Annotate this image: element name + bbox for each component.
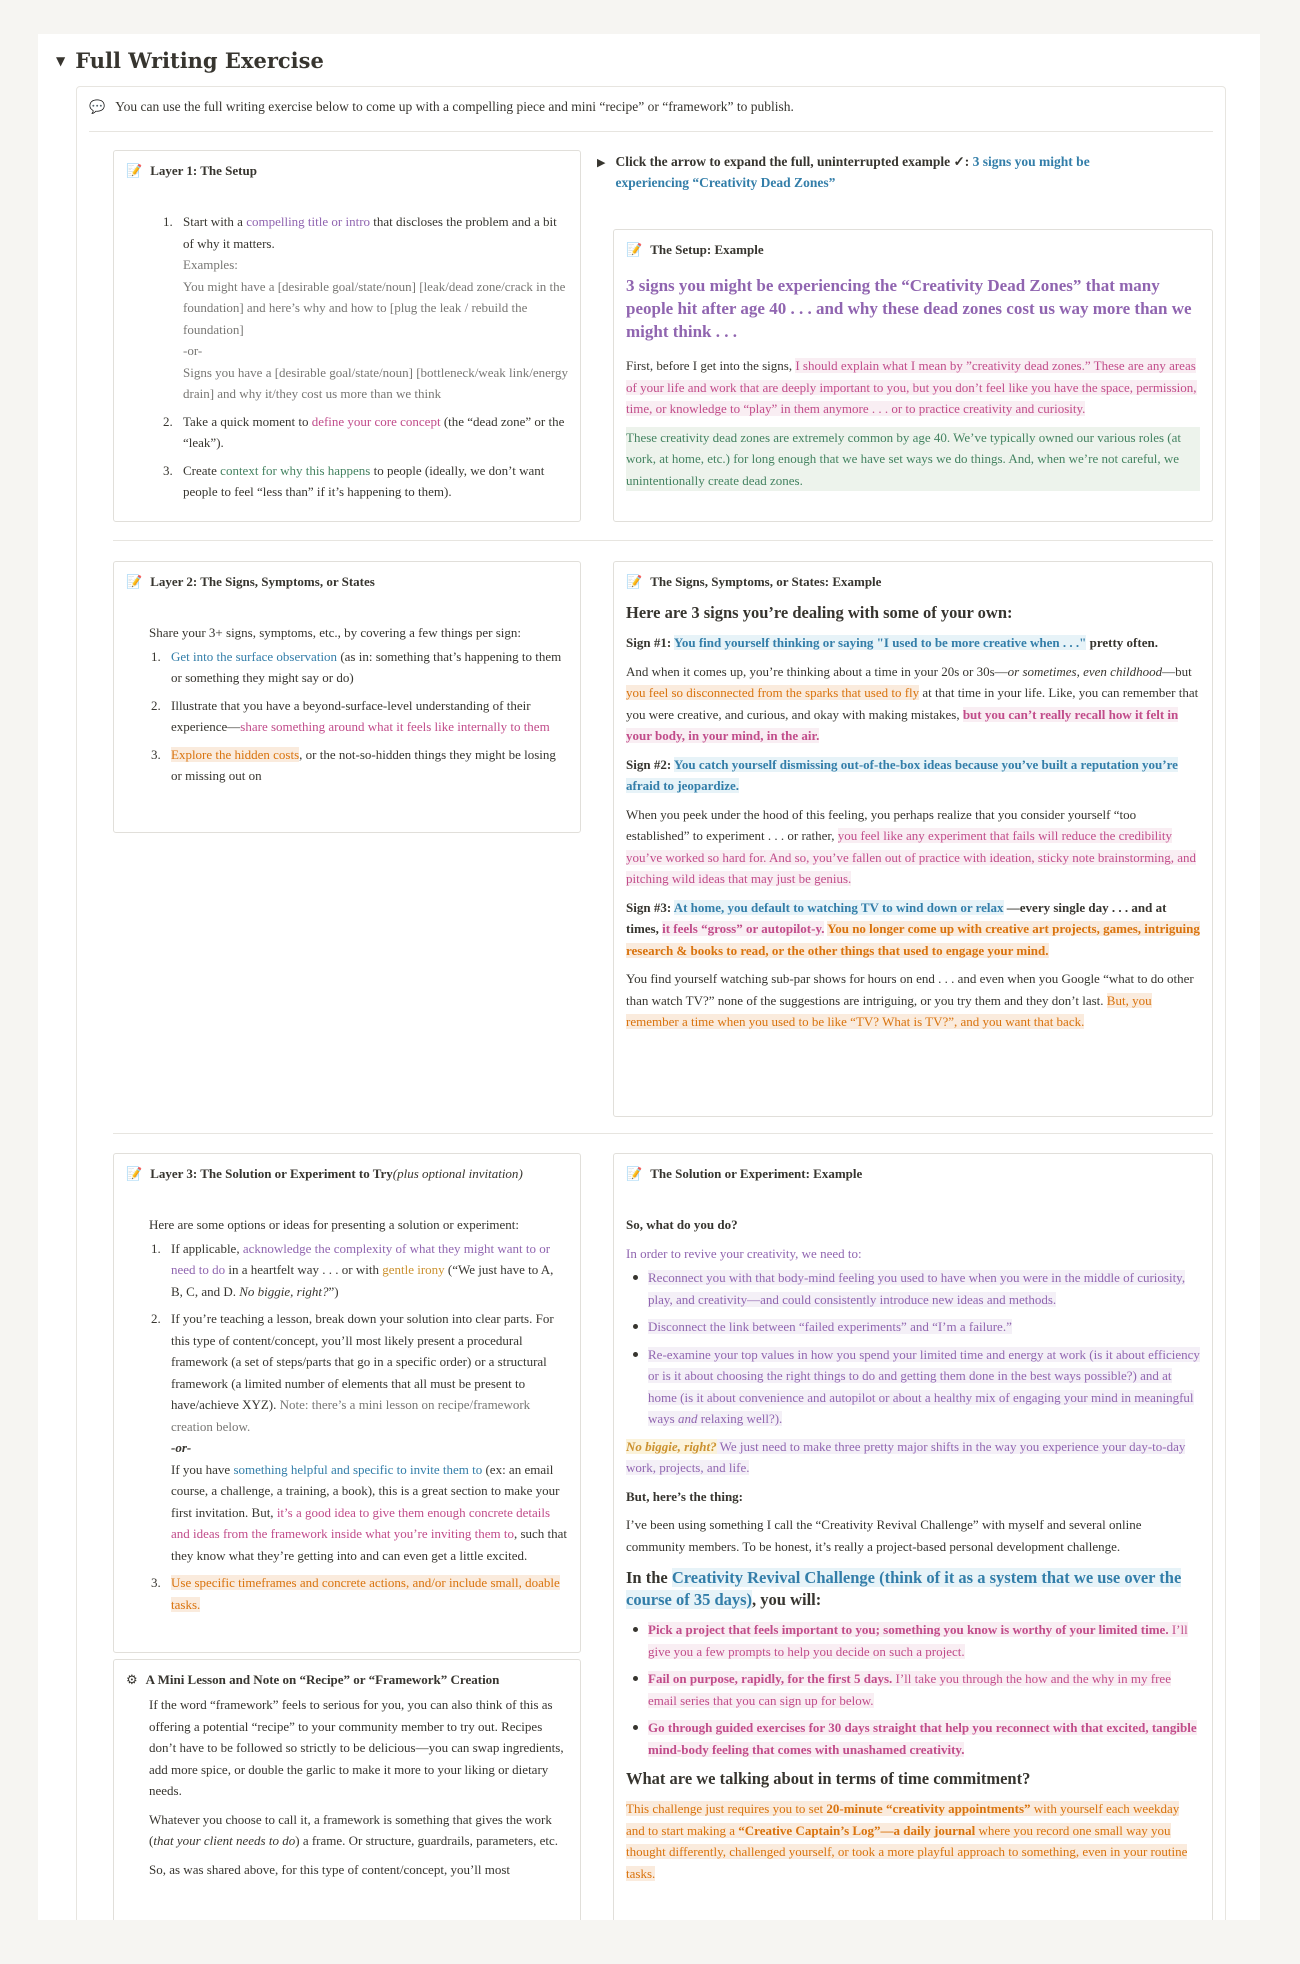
signs-example-card xyxy=(613,561,1213,1117)
highlight-text: gentle irony xyxy=(382,1262,445,1277)
notion-page xyxy=(38,34,1260,1920)
list-item xyxy=(171,646,568,689)
italic-text: and xyxy=(677,1411,698,1426)
highlight-text: Reconnect you with that body-mind feeling you used to have when you were in the middle of curiosity, play, and creativity—and could consistently introduce new ideas and methods. xyxy=(648,1270,1186,1307)
examples-label: Examples: xyxy=(183,257,238,272)
text: Start with a xyxy=(183,214,247,229)
text: First, before I get into the signs, xyxy=(626,358,796,373)
page-heading: Full Writing Exercise xyxy=(75,48,324,73)
paragraph: If the word “framework” feels to serious for you, you can also think of this as offering a potential “recipe” to your community member to try out. Recipes don’t have to be followed so strictly to be delicious—you can swap ingredients, add more spice, or double the garlic to make it more to your liking or dietary needs. xyxy=(149,1697,564,1798)
highlight-text: Get into the surface observation xyxy=(171,648,338,664)
layer2-card xyxy=(113,561,581,833)
mini-lesson-title-text: A Mini Lesson and Note on “Recipe” or “Framework” Creation xyxy=(145,1672,500,1687)
solution-heading xyxy=(626,1567,1200,1611)
setup-example-title-text: The Setup: Example xyxy=(650,242,764,257)
text: in a heartfelt way . . . or with xyxy=(225,1262,383,1277)
expand-triangle-icon[interactable]: ▶ xyxy=(597,156,606,169)
solution-example-title xyxy=(626,1166,1200,1182)
highlight-text: but you can’t really recall how it felt in your body, in your mind, in the air. xyxy=(626,706,1179,743)
paragraph xyxy=(149,1809,568,1852)
highlight-text: something helpful and specific to invite them to xyxy=(233,1461,483,1477)
text: , you will: xyxy=(752,1590,822,1609)
highlight-text: acknowledge the complexity of what they might want to or need to do xyxy=(171,1240,551,1277)
layer1-list xyxy=(126,211,568,503)
example-toggle-label xyxy=(615,151,1127,193)
or-separator: -or- xyxy=(171,1440,192,1455)
text: , or the not-so-hidden things they might be losing or missing out on xyxy=(171,746,556,783)
signs-example-heading: Here are 3 signs you’re dealing with some of your own: xyxy=(626,603,1013,622)
paragraph xyxy=(626,1436,1200,1479)
list-item xyxy=(648,1619,1200,1662)
sign-1 xyxy=(626,632,1200,654)
text: When you peek under the hood of this feeling, you perhaps realize that you consider yourself “too established” to experiment . . . or rather, xyxy=(626,806,1137,843)
toggle-heading[interactable] xyxy=(56,48,324,73)
highlight-text: Explore the hidden costs xyxy=(171,746,300,762)
highlight-text: it feels “gross” or autopilot-y. xyxy=(662,921,825,936)
highlight-text: I should explain what I mean by ”creativity dead zones.” These are any areas of your life and work that are deeply important to you, but you don’t feel like you have the space, permission, time, or knowledge to “play” in them anymore . . . or to practice creativity and curiosity. xyxy=(626,358,1197,416)
paragraph: So, as was shared above, for this type of content/concept, you’ll most xyxy=(149,1861,511,1877)
highlight-text xyxy=(648,1347,1200,1427)
highlight-text: You no longer come up with creative art projects, games, intriguing research & books to read, or the other things that used to engage your mind. xyxy=(626,921,1200,958)
note-text: Note: there’s a mini lesson on recipe/framework creation below. xyxy=(171,1397,531,1434)
highlight-text: No biggie, right? xyxy=(626,1438,717,1454)
italic-text: No biggie, right? xyxy=(239,1283,329,1299)
question: So, what do you do? xyxy=(626,1217,738,1232)
layer1-card xyxy=(113,150,581,522)
paragraph: These creativity dead zones are extremely common by age 40. We’ve typically owned our various roles (at work, at home, etc.) for long enough that we have set ways we do things. And, when we’re not careful, we unintentionally create dead zones. xyxy=(626,427,1200,492)
highlight-text: Creativity Revival Challenge (think of it as a system that we use over the course of 35 days) xyxy=(626,1568,1182,1609)
example-toggle-link[interactable]: 3 signs you might be experiencing “Creativity Dead Zones” xyxy=(615,154,1090,190)
callout-block xyxy=(76,86,1226,1920)
layer3-title-text: Layer 3: The Solution or Experiment to Try xyxy=(150,1166,393,1181)
text: at that time in your life. Like, you can remember that you were creative, and curious, and okay with making mistakes, xyxy=(626,685,1199,722)
highlight-text xyxy=(648,1671,1171,1708)
signs-example-body xyxy=(626,632,1200,1033)
mini-lesson-body xyxy=(126,1694,568,1880)
layer2-body xyxy=(126,622,568,787)
setup-example-title xyxy=(626,242,1200,258)
highlight-text: share something around what it feels like internally to them xyxy=(240,719,550,734)
callout-intro xyxy=(89,99,794,115)
mini-lesson-card xyxy=(113,1659,581,1920)
highlight-text xyxy=(626,1801,1187,1881)
example-1: You might have a [desirable goal/state/noun] [leak/dead zone/crack in the foundation] and here’s why and how to [plug the leak / rebuild the foundation] xyxy=(183,278,566,337)
text: If you’re teaching a lesson, break down your solution into clear parts. For this type of content/concept, you’ll most likely present a procedural framework (a set of steps/parts that go in a specific order) or a structural framework (a limited number of elements that all must be present to have/achieve XYZ). xyxy=(171,1311,554,1412)
list-item xyxy=(171,1572,568,1615)
list-item xyxy=(171,1238,568,1303)
text: —but xyxy=(1162,663,1192,679)
text: Whatever you choose to call it, a framework is something that gives the work ( xyxy=(149,1811,552,1848)
or-separator: -or- xyxy=(183,343,203,358)
example-toggle[interactable] xyxy=(597,151,1127,193)
highlight-text: You find yourself thinking or saying "I used to be more creative when . . ." xyxy=(673,635,1087,650)
divider xyxy=(89,131,1213,132)
signs-example-title-text: The Signs, Symptoms, or States: Example xyxy=(650,574,882,589)
paragraph: In order to revive your creativity, we need to: xyxy=(626,1245,862,1261)
text: This challenge just requires you to set xyxy=(626,1801,827,1816)
highlight-text: you feel so disconnected from the sparks that used to fly xyxy=(626,685,920,700)
highlight-text: Go through guided exercises for 30 days straight that help you reconnect with that excited, tangible mind-body feeling that comes with unashamed creativity. xyxy=(648,1720,1197,1757)
callout-text: You can use the full writing exercise below to come up with a compelling piece and mini “recipe” or “framework” to publish. xyxy=(115,99,794,114)
time-commitment-heading: What are we talking about in terms of time commitment? xyxy=(626,1769,1031,1788)
solution-example-body xyxy=(626,1214,1200,1884)
list-item xyxy=(648,1668,1200,1711)
sign-label: Sign #2: xyxy=(626,756,674,772)
text: You find yourself watching sub-par shows for hours on end . . . and even when you Google “what to do other than watch TV?” none of the suggestions are intriguing, or you try them and they don’t last. xyxy=(626,971,1194,1008)
paragraph: I’ve been using something I call the “Creativity Revival Challenge” with myself and several online community members. To be honest, it’s really a project-based personal development challenge. xyxy=(626,1517,1142,1554)
text: that discloses the problem and a bit of why it matters. xyxy=(183,214,557,251)
text: Illustrate that you have a beyond-surface-level understanding of their experience— xyxy=(171,697,531,734)
sign-label: Sign #1: xyxy=(626,635,674,650)
text: If you have xyxy=(171,1461,234,1477)
highlight-text: you feel like any experiment that fails will reduce the credibility you’ve worked so hard for. And so, you’ve fallen out of practice with ideation, sticky note brainstorming, and pitching wild ideas that may just be genius. xyxy=(626,828,1197,886)
text: If applicable, xyxy=(171,1240,243,1256)
gear-icon: ⚙ xyxy=(126,1672,138,1688)
shifts-list xyxy=(626,1267,1200,1430)
setup-example-headline: 3 signs you might be experiencing the “Creativity Dead Zones” that many people hit after age 40 . . . and why these dead zones cost us way more than we might think . . . xyxy=(626,276,1192,341)
layer2-title xyxy=(126,574,568,590)
highlight-text: define your core concept xyxy=(311,413,441,429)
list-item xyxy=(171,744,568,787)
text: And when it comes up, you’re thinking about a time in your 20s or 30s— xyxy=(626,663,1008,679)
italic-text: plus optional invitation xyxy=(397,1166,519,1181)
layer2-intro: Share your 3+ signs, symptoms, etc., by covering a few things per sign: xyxy=(149,625,521,640)
text: ”) xyxy=(328,1283,339,1299)
layer3-intro: Here are some options or ideas for presenting a solution or experiment: xyxy=(149,1217,520,1232)
italic-text: or sometimes, even childhood xyxy=(1007,663,1163,679)
highlight-text xyxy=(648,1622,1188,1659)
highlight-text: Disconnect the link between “failed experiments” and “I’m a failure.” xyxy=(648,1319,1012,1334)
signs-example-title xyxy=(626,574,1200,590)
text: Take a quick moment to xyxy=(183,413,312,429)
list-item xyxy=(183,411,568,454)
challenge-list xyxy=(626,1619,1200,1760)
text: Create xyxy=(183,462,221,478)
bold-text: Fail on purpose, rapidly, for the first 5 days. xyxy=(648,1671,893,1686)
bold-text: “Creative Captain’s Log”—a daily journal xyxy=(738,1822,976,1838)
list-item xyxy=(183,211,568,405)
setup-example-card xyxy=(613,229,1213,522)
layer3-title xyxy=(126,1166,568,1182)
toggle-triangle-icon[interactable]: ▼ xyxy=(56,53,66,68)
memo-icon: 📝 xyxy=(126,163,143,179)
text: I’ll give you a few prompts to help you decide on such a project. xyxy=(648,1622,1188,1659)
sign-2 xyxy=(626,754,1200,797)
mini-lesson-title xyxy=(126,1672,568,1688)
sign-2-paragraph xyxy=(626,804,1200,890)
example-2: Signs you have a [desirable goal/state/noun] [bottleneck/weak link/energy drain] and why it/they cost us more than we think xyxy=(183,364,568,401)
divider xyxy=(113,1133,1213,1134)
sign-3 xyxy=(626,897,1200,962)
divider xyxy=(113,540,1213,541)
text: (ex: an email course, a challenge, a training, a book), this is a great section to make your first invitation. But, xyxy=(171,1461,560,1520)
memo-icon: 📝 xyxy=(626,242,643,258)
highlight-text: At home, you default to watching TV to wind down or relax xyxy=(673,899,1004,915)
example-toggle-text: Click the arrow to expand the full, uninterrupted example ✓: xyxy=(615,154,973,169)
layer2-title-text: Layer 2: The Signs, Symptoms, or States xyxy=(150,574,375,589)
layer3-card xyxy=(113,1153,581,1653)
paragraph xyxy=(626,355,1200,420)
list-item xyxy=(648,1267,1200,1310)
text: to people (ideally, we don’t want people to feel “less than” if it’s happening to them). xyxy=(183,462,545,499)
text: Re-examine your top values in how you spend your limited time and energy at work (is it about efficiency or is it about choosing the right things to do and getting them done in the best ways possible?) and at home (is it about convenience and autopilot or about a healthy mix of engaging your mind in meaningful ways xyxy=(648,1346,1200,1426)
sign-label: Sign #3: xyxy=(626,899,674,915)
layer3-list xyxy=(149,1238,568,1616)
text: (as in: something that’s happening to them or something they might say or do) xyxy=(171,648,562,685)
list-item xyxy=(648,1717,1200,1760)
memo-icon: 📝 xyxy=(126,1166,143,1182)
highlight-text: We just need to make three pretty major shifts in the way you experience your day-to-day work, projects, and life. xyxy=(626,1438,1186,1475)
sign-1-paragraph xyxy=(626,661,1200,747)
list-item xyxy=(648,1316,1200,1338)
sign-3-paragraph xyxy=(626,968,1200,1033)
list-item xyxy=(171,695,568,738)
bold-text: Pick a project that feels important to you; something you know is worthy of your limited time. xyxy=(648,1622,1169,1637)
layer2-list xyxy=(149,646,568,787)
text: I’ll take you through the how and the why in my free email series that you can sign up for below. xyxy=(648,1671,1171,1708)
list-item xyxy=(183,460,568,503)
paragraph xyxy=(626,1798,1200,1884)
text: , such that they know what they’re getting into and can even get a little excited. xyxy=(171,1526,568,1563)
solution-example-card xyxy=(613,1153,1213,1920)
highlight-text: You catch yourself dismissing out-of-the-box ideas because you’ve built a reputation you’re afraid to jeopardize. xyxy=(626,756,1178,793)
text: pretty often. xyxy=(1086,635,1158,650)
paragraph: But, here’s the thing: xyxy=(626,1488,743,1504)
italic-text: that your client needs to do xyxy=(153,1833,296,1848)
memo-icon: 📝 xyxy=(626,574,643,590)
memo-icon: 📝 xyxy=(126,574,143,590)
text: relaxing well?). xyxy=(697,1411,783,1426)
text: —every single day . . . and at times, xyxy=(626,899,1167,936)
memo-icon: 📝 xyxy=(626,1166,643,1182)
text: ) xyxy=(518,1166,523,1181)
text: with yourself each weekday and to start making a xyxy=(626,1801,1180,1838)
text: ( xyxy=(392,1166,398,1181)
text: (the “dead zone” or the “leak”). xyxy=(183,413,565,450)
highlight-text: compelling title or intro xyxy=(246,214,371,229)
highlight-text: context for why this happens xyxy=(220,462,371,478)
layer1-title-text: Layer 1: The Setup xyxy=(150,163,257,178)
text: (“We just have to A, B, C, and D. xyxy=(171,1262,554,1299)
highlight-text: it’s a good idea to give them enough concrete details and ideas from the framework inside what you’re inviting them to xyxy=(171,1504,551,1541)
speech-bubble-icon: 💬 xyxy=(89,99,106,115)
list-item xyxy=(171,1308,568,1566)
text: ) a frame. Or structure, guardrails, parameters, etc. xyxy=(295,1833,558,1848)
list-item xyxy=(648,1344,1200,1430)
highlight-text: But, you remember a time when you used to be like “TV? What is TV?”, and you want that back. xyxy=(626,992,1152,1029)
layer1-title xyxy=(126,163,568,179)
bold-text: 20-minute “creativity appointments” xyxy=(826,1801,1031,1816)
text: where you record one small way you thought differently, challenged yourself, or took a more playful approach to something, even in your routine tasks. xyxy=(626,1822,1188,1881)
setup-example-body xyxy=(626,355,1200,491)
layer3-body xyxy=(126,1214,568,1615)
text: In the xyxy=(626,1568,672,1587)
highlight-text: Use specific timeframes and concrete actions, and/or include small, doable tasks. xyxy=(171,1575,560,1612)
solution-example-title-text: The Solution or Experiment: Example xyxy=(650,1166,863,1181)
